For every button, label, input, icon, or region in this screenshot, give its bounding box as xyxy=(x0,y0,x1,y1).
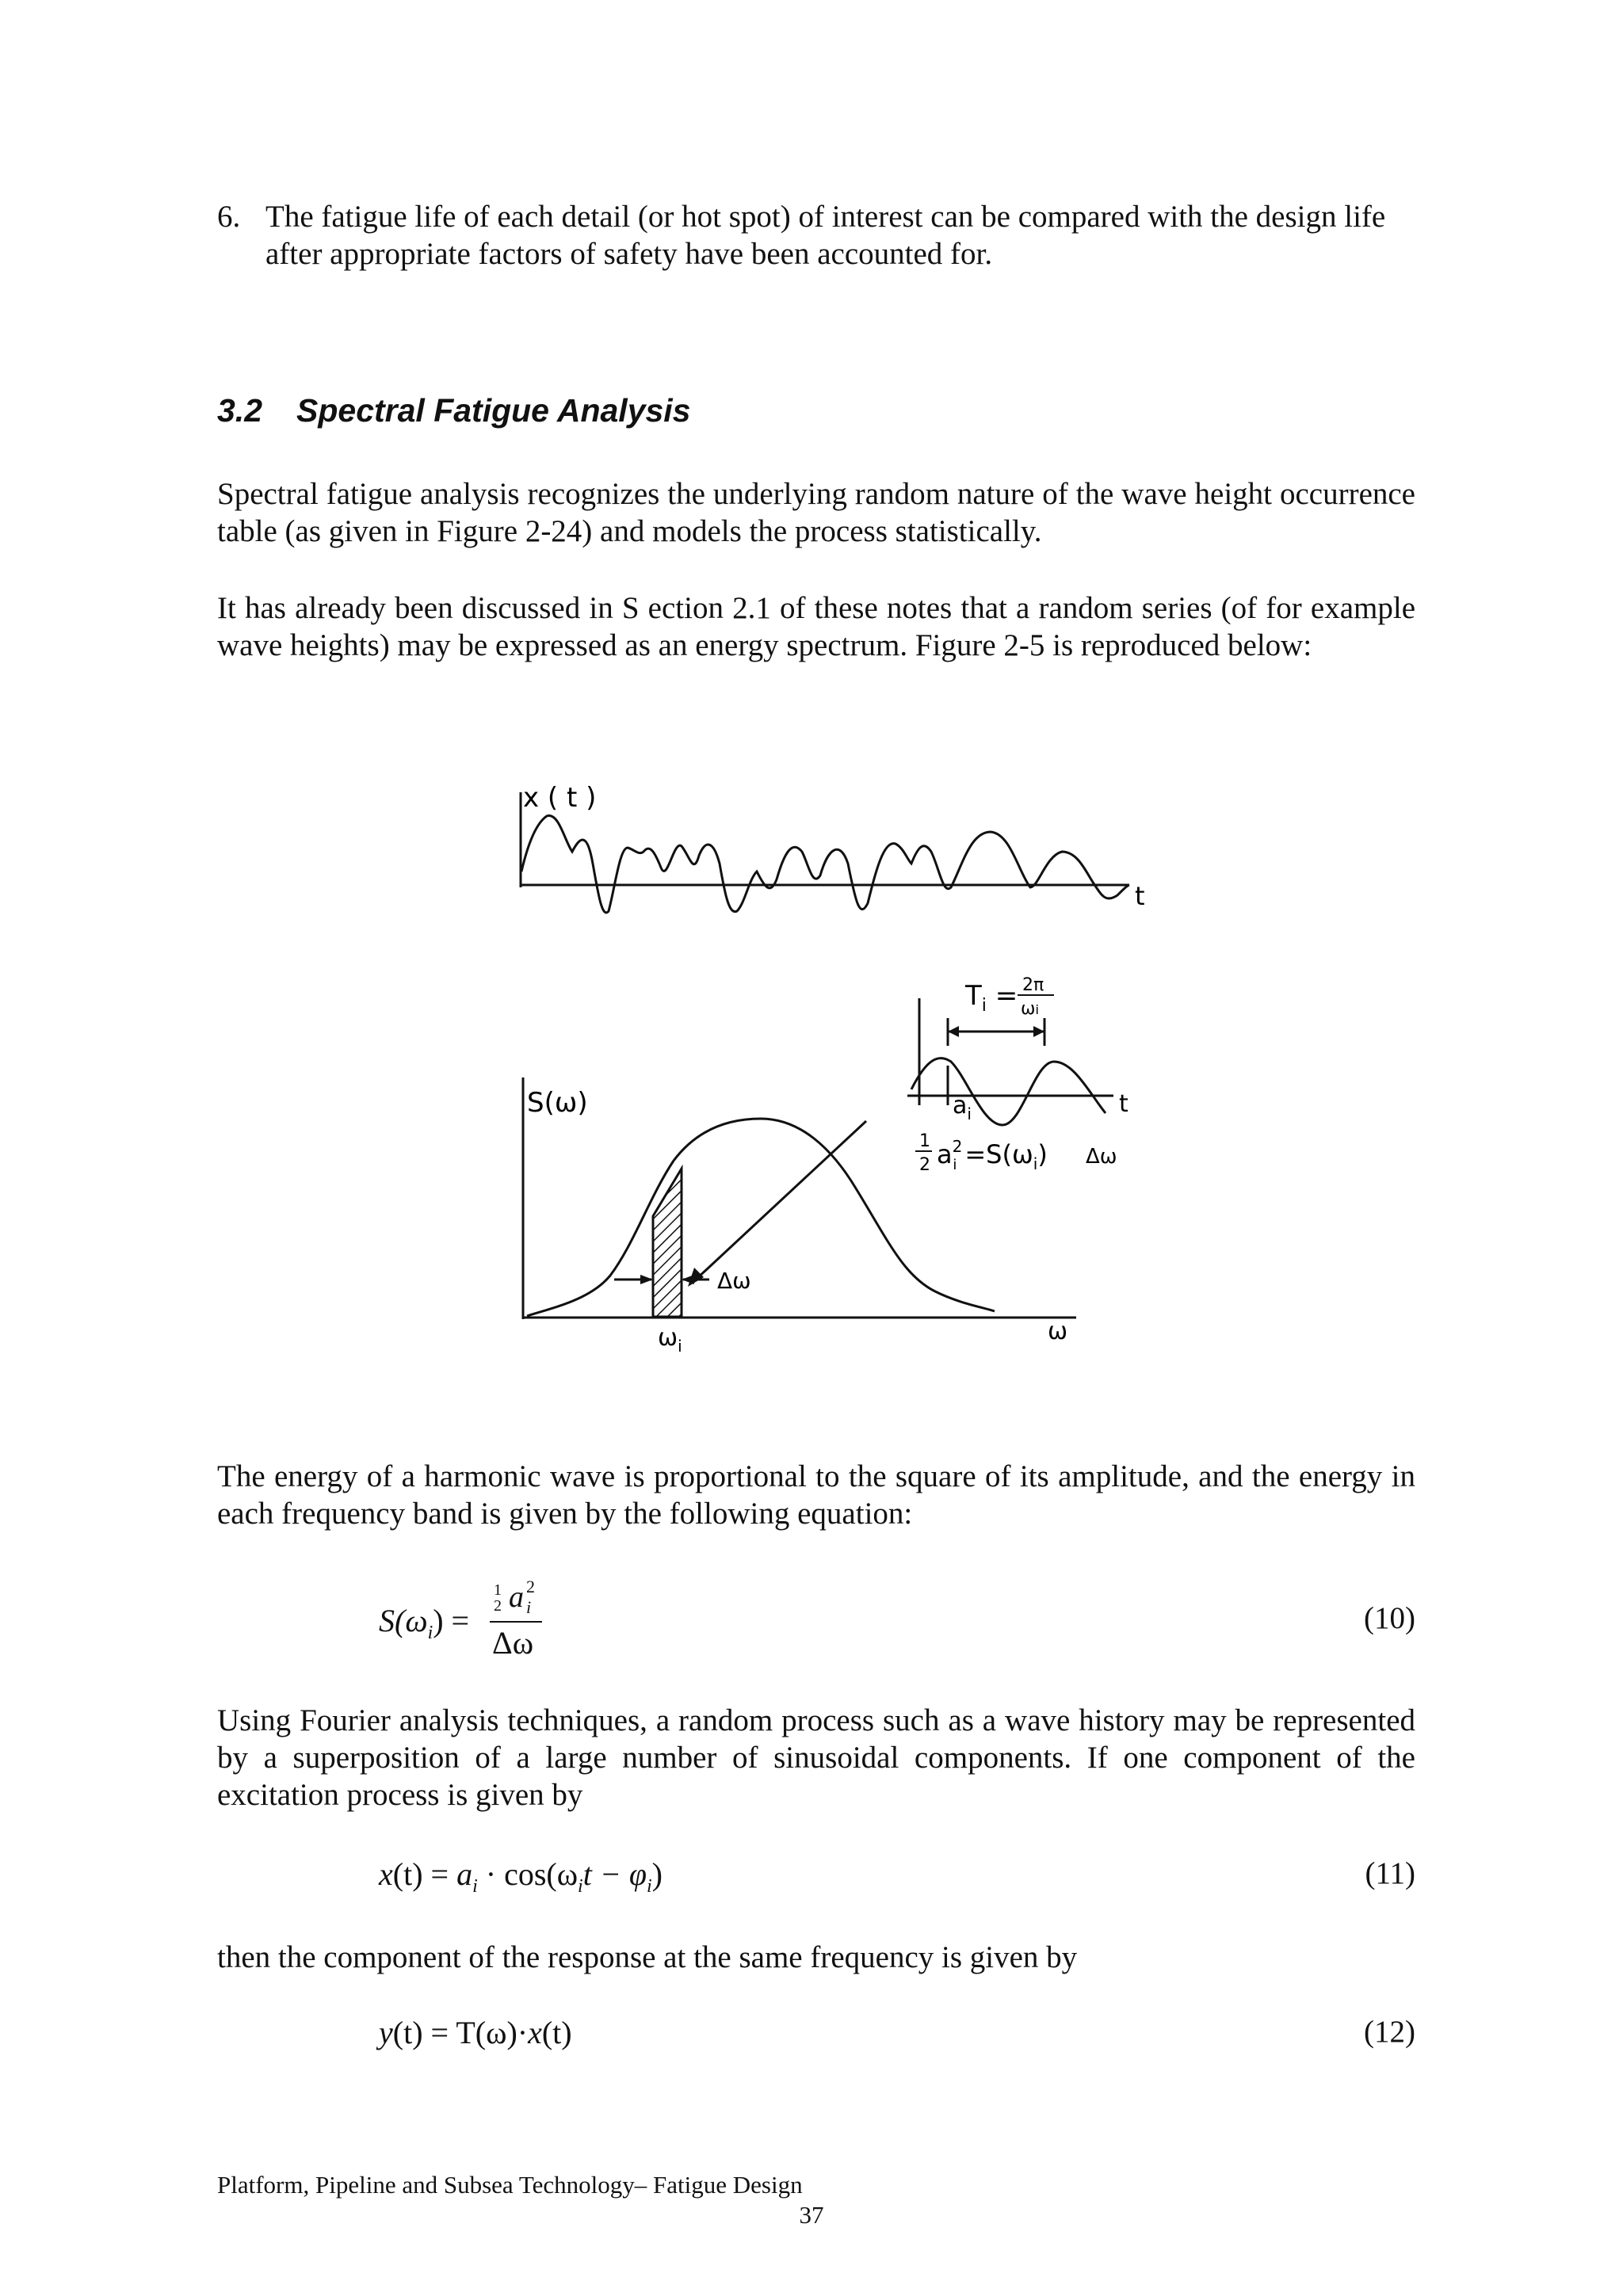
energy-half-num: 1 xyxy=(919,1131,930,1151)
section-heading xyxy=(217,392,691,429)
paragraph-3: The energy of a harmonic wave is proportional to the square of its amplitude, and the energy in each frequency band is given by the following equation: xyxy=(217,1459,1415,1531)
random-series-curve xyxy=(521,816,1129,913)
equation-11: $x(t) = a_i \cdot \cos(\omega_it - \varphi_i)$ xyxy=(379,1856,663,1897)
series-axis-label: x ( t ) xyxy=(523,782,597,814)
eq10-half-num: 1 xyxy=(494,1581,502,1599)
energy-relation: $a^2$ $i =S(\omega_i)$ xyxy=(937,1137,1048,1173)
eq10-a: a xyxy=(509,1581,524,1614)
sine-wave xyxy=(911,1058,1106,1125)
eq10-lhs: $S(\omega_i)$ = xyxy=(379,1603,470,1643)
energy-half-den: 2 xyxy=(919,1155,930,1175)
energy-delta-omega: Δω xyxy=(1086,1145,1117,1169)
section-title: Spectral Fatigue Analysis xyxy=(296,392,691,429)
list-number: 6. xyxy=(217,200,241,234)
omega-label: ω xyxy=(1048,1318,1068,1345)
eq10-denominator: Δω xyxy=(492,1625,534,1661)
page-number: 37 xyxy=(799,2201,824,2229)
section-number: 3.2 xyxy=(217,392,262,429)
equation-12-number: (12) xyxy=(1364,2015,1415,2049)
paragraph-5: then the component of the response at the same frequency is given by xyxy=(217,1940,1078,1974)
equation-11-number: (11) xyxy=(1365,1856,1415,1890)
paragraph-4: Using Fourier analysis techniques, a random process such as a wave history may be represented by a superposition of a large number of sinusoidal components. If one component of the excitation process is given by xyxy=(217,1703,1415,1812)
spectrum-axis-label: S(ω) xyxy=(527,1087,588,1119)
band-label: Δω xyxy=(717,1268,751,1294)
page-footer: Platform, Pipeline and Subsea Technology– Fatigue Design xyxy=(217,2171,803,2199)
list-item-text: The fatigue life of each detail (or hot spot) of interest can be compared with the design life after appropriate factors of safety have been accounted for. xyxy=(265,200,1386,271)
period-label: $T_i$ = xyxy=(965,980,1018,1016)
period-numerator: 2π xyxy=(1022,975,1044,995)
eq10-sub: i xyxy=(526,1597,532,1617)
amplitude-label: $a_i$ xyxy=(953,1092,972,1123)
equation-12: y(t) = T(ω)·x(t) xyxy=(379,2015,572,2050)
callout-arrow-line xyxy=(696,1121,866,1280)
equation-10 xyxy=(379,1577,577,1664)
equation-10-number: (10) xyxy=(1364,1601,1415,1635)
eq10-half-den: 2 xyxy=(494,1597,502,1615)
series-time-label: t xyxy=(1135,881,1145,911)
paragraph-2: It has already been discussed in S ection 2.1 of these notes that a random series (of for example wave heights) may be expressed as an energy spectrum. Figure 2-5 is reproduced below: xyxy=(217,591,1415,662)
omega-i-label: $\omega_i$ xyxy=(658,1324,682,1356)
sine-time-label: t xyxy=(1119,1090,1128,1118)
paragraph-1: Spectral fatigue analysis recognizes the underlying random nature of the wave height occurrence table (as given in Figure 2-24) and models the process statistically. xyxy=(217,477,1415,548)
spectrum-figure xyxy=(475,765,1189,1367)
period-denominator: ωi xyxy=(1021,999,1039,1019)
eq10-fraction-bar xyxy=(490,1621,542,1623)
eq10-sup: 2 xyxy=(526,1577,535,1596)
